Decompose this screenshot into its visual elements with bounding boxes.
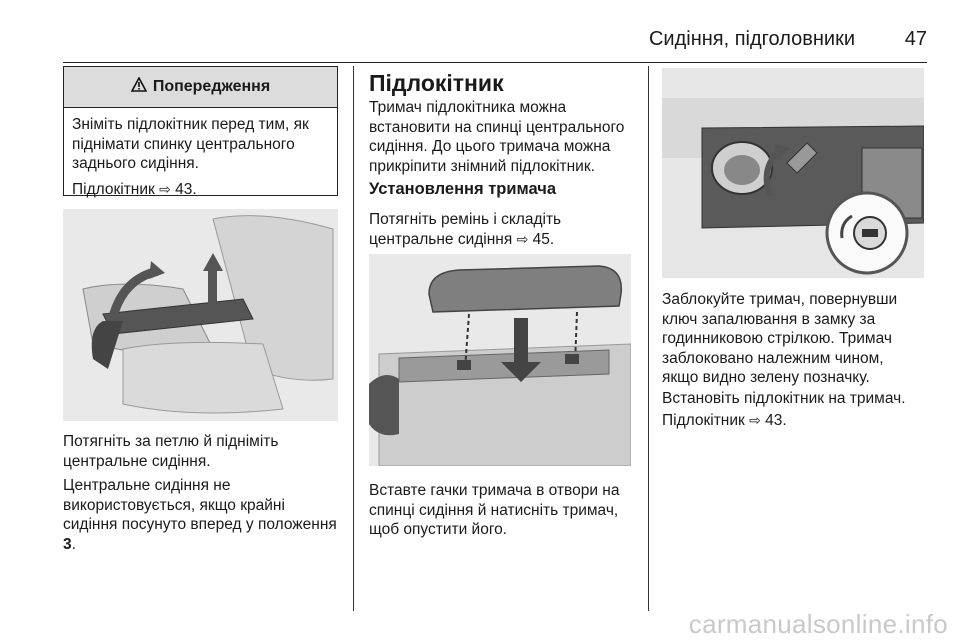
warning-header (64, 67, 337, 108)
warning-triangle-icon (131, 77, 147, 97)
armrest-reference (662, 411, 924, 431)
reference-arrow-icon: ⇨ (516, 230, 529, 247)
warning-ref-label: Підлокітник (72, 180, 155, 198)
warning-text: Зніміть підлокітник перед тим, як піднімати спинку центрального заднього сидіння. (72, 116, 309, 172)
column-divider-1 (353, 66, 354, 611)
column-divider-2 (648, 66, 649, 611)
reference-arrow-icon: ⇨ (749, 412, 761, 428)
caption-center-seat (63, 476, 338, 554)
step1-ref-page: 45. (532, 230, 555, 248)
warning-title: Попередження (152, 78, 271, 95)
armrest-intro: Тримач підлокітника можна встановити на спинці центрального сидіння. До цього тримача можна прикріпити знімний підлокітник. (369, 99, 625, 175)
caption-center-seat-text: Центральне сидіння не використовується, якщо крайні сидіння посунуто вперед у положення (63, 477, 337, 533)
page-header (63, 18, 927, 48)
watermark: carmanualsonline.info (688, 609, 948, 639)
section-title: Сидіння, підголовники (648, 28, 855, 50)
figure-holder-lock (662, 68, 924, 278)
reference-arrow-icon: ⇨ (159, 180, 171, 197)
figure-seat-lift (63, 209, 338, 421)
warning-reference (72, 180, 329, 200)
install-armrest-text: Встановіть підлокітник на тримач. (662, 390, 906, 407)
header-rule (63, 62, 927, 63)
caption-lock-holder: Заблокуйте тримач, повернувши ключ запалювання в замку за годинниковою стрілкою. Тримач заблоковано належним чином, якщо видно зелену позначку. (662, 291, 898, 386)
caption-insert-hooks: Вставте гачки тримача в отвори на спинці сидіння й натисніть тримач, щоб опустити його. (369, 482, 620, 538)
armrest-heading: Підлокітник (369, 70, 504, 96)
step1-text: Потягніть ремінь і складіть центральне сидіння (369, 211, 562, 248)
holder-install-heading: Установлення тримача (369, 180, 557, 198)
holder-install-step1 (369, 210, 639, 249)
warning-ref-page: 43. (175, 180, 197, 198)
page-number: 47 (904, 28, 927, 50)
caption-pull-loop: Потягніть за петлю й підніміть центральне сидіння. (63, 433, 279, 470)
warning-box (63, 66, 338, 196)
position-number: 3 (63, 535, 72, 553)
armrest-ref-page: 43. (765, 412, 787, 429)
armrest-ref-label: Підлокітник (662, 412, 745, 429)
caption-center-seat-end: . (71, 535, 76, 553)
figure-holder-insert (369, 254, 631, 466)
